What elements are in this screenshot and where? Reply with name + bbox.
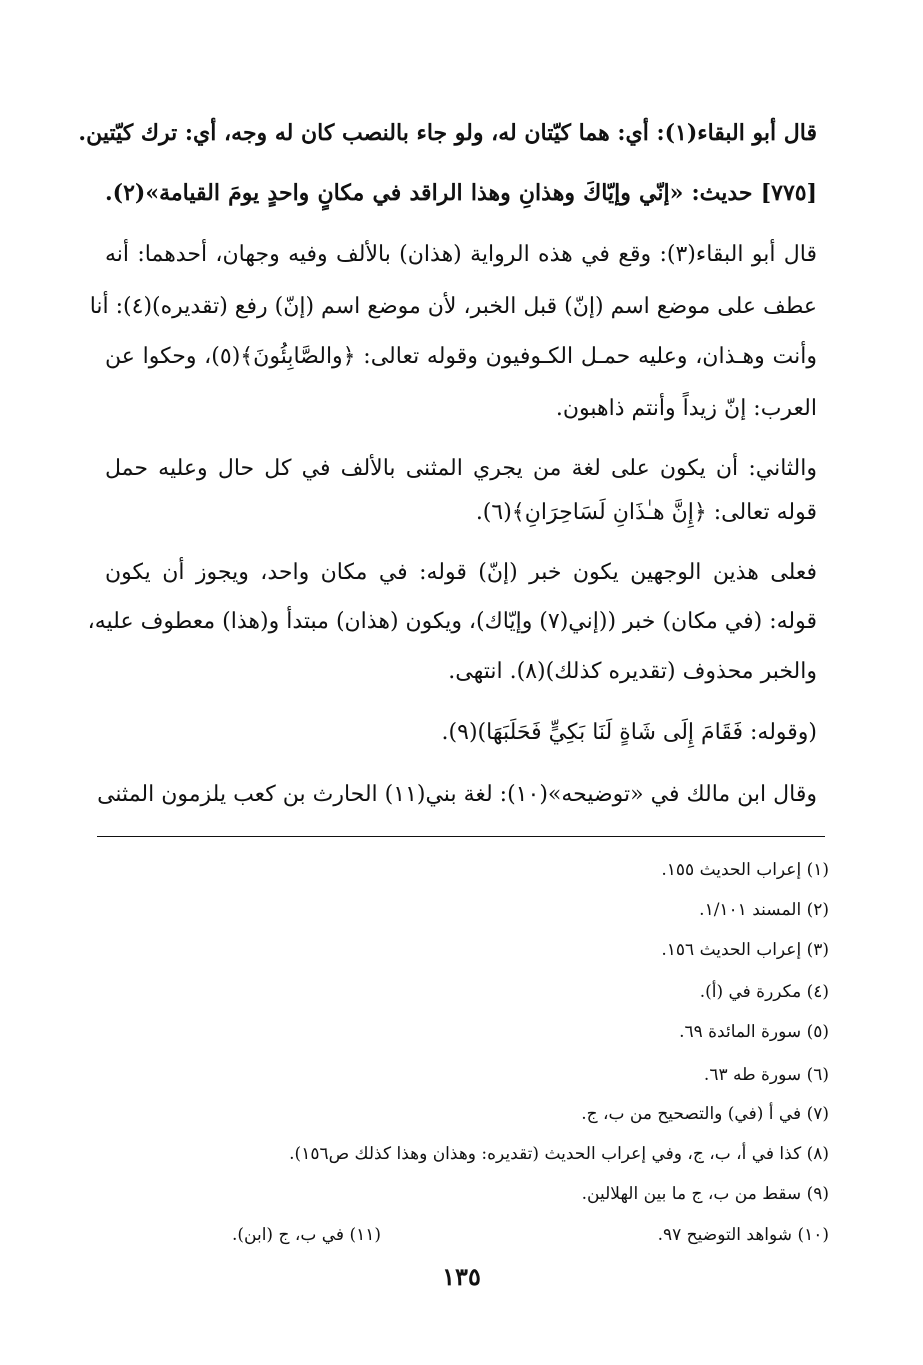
footnote-8: (٨) كذا في أ، ب، ج، وفي إعراب الحديث (تقديره: وهذان وهذا كذلك ص١٥٦). (289, 1144, 829, 1164)
footnote-2: (٢) المسند ١/١٠١. (699, 900, 829, 920)
body-line-10: قوله: (في مكان) خبر ((إني(٧) وإيّاك)، ويكون (هذان) مبتدأ و(هذا) معطوف عليه، (87, 609, 817, 634)
footnote-4: (٤) مكررة في (أ). (699, 982, 829, 1002)
footnote-11: (١١) في ب، ج (ابن). (232, 1225, 381, 1245)
footnote-6: (٦) سورة طه ٦٣. (703, 1065, 829, 1085)
hadith-heading: [٧٧٥] حديث: «إنّي وإيّاكَ وهذانِ وهذا الراقد في مكانٍ واحدٍ يومَ القيامة»(٢). (105, 180, 817, 206)
footnote-5: (٥) سورة المائدة ٦٩. (679, 1022, 829, 1042)
body-line-6: العرب: إنّ زيداً وأنتم ذاهبون. (555, 396, 817, 421)
page-number: ١٣٥ (442, 1262, 481, 1291)
body-line-12: (وقوله: فَقَامَ إِلَى شَاةٍ لَنَا بَكِيٍّ فَحَلَبَهَا)(٩). (441, 720, 817, 745)
body-line-9: فعلى هذين الوجهين يكون خبر (إنّ) قوله: في مكان واحد، ويجوز أن يكون (105, 560, 817, 585)
body-line-13: وقال ابن مالك في «توضيحه»(١٠): لغة بني(١١) الحارث بن كعب يلزمون المثنى (97, 782, 817, 807)
footnote-10: (١٠) شواهد التوضيح ٩٧. (657, 1225, 829, 1245)
body-line-7: والثاني: أن يكون على لغة من يجري المثنى بالألف في كل حال وعليه حمل (105, 456, 817, 481)
body-line-11: والخبر محذوف (تقديره كذلك)(٨). انتهى. (448, 659, 817, 684)
body-line-1: قال أبو البقاء(١): أي: هما كيّتان له، ولو جاء بالنصب كان له وجه، أي: ترك كيّتين. (78, 120, 817, 146)
footnote-3: (٣) إعراب الحديث ١٥٦. (661, 940, 829, 960)
body-line-5: وأنت وهـذان، وعليه حمـل الكـوفيون وقوله تعالى: ﴿والصَّابِئُونَ﴾(٥)، وحكوا عن (105, 344, 817, 369)
footnote-9: (٩) سقط من ب، ج ما بين الهلالين. (581, 1184, 829, 1204)
footnote-1: (١) إعراب الحديث ١٥٥. (661, 860, 829, 880)
body-line-8: قوله تعالى: ﴿إِنَّ هـٰذَانِ لَسَاحِرَانِ﴾(٦). (475, 500, 817, 525)
body-line-3: قال أبو البقاء(٣): وقع في هذه الرواية (هذان) بالألف وفيه وجهان، أحدهما: أنه (105, 242, 817, 267)
body-line-4: عطف على موضع اسم (إنّ) قبل الخبر، لأن موضع اسم (إنّ) رفع (تقديره)(٤): أنا (89, 294, 817, 319)
footnote-divider (97, 836, 825, 837)
footnote-7: (٧) في أ (في) والتصحيح من ب، ج. (581, 1104, 829, 1124)
